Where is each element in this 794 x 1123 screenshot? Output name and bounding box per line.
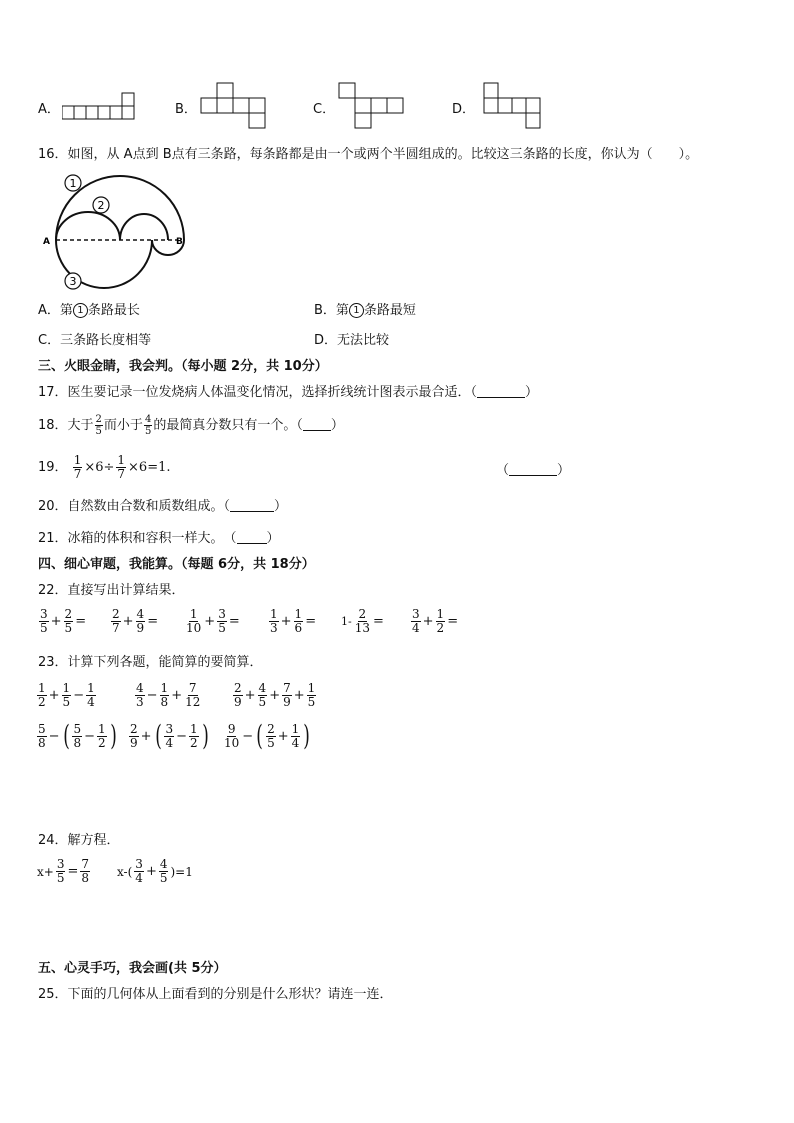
fraction: $\frac{4}{5}$ [144,414,152,437]
q23-expression-5: $\frac{2}{9}$ + ( $\frac{3}{4}$ − $\frac{1}{2}$ ) [130,719,209,752]
fraction: $\frac{1}{2}$ [436,607,445,635]
q22-expression-3: $\frac{1}{10}$ + $\frac{3}{5}$ = [186,607,240,635]
fraction: $\frac{7}{8}$ [81,857,90,885]
q23-expression-4: $\frac{5}{8}$ − ( $\frac{5}{8}$ − $\frac{1}{2}$ ) [38,719,117,752]
answer-blank[interactable] [230,511,274,512]
net-a-figure [62,92,138,122]
q23-expression-3: $\frac{2}{9}$ + $\frac{4}{5}$ + $\frac{7}{9}$ + $\frac{1}{5}$ [234,681,316,709]
q16-text: 16．如图，从 A点到 B点有三条路，每条路都是由一个或两个半圆组成的。比较这三条路的长度，你认为（ ）。 [38,147,699,162]
fraction: $\frac{2}{5}$ [267,721,275,750]
q23-expression-6: $\frac{9}{10}$ − ( $\frac{2}{5}$ + $\frac{1}{4}$ ) [224,719,311,752]
q20: 20．自然数由合数和质数组成。（ ） [38,499,288,514]
fraction: $\frac{2}{5}$ [64,607,73,635]
q21: 21．冰箱的体积和容积一样大。 （ ） [38,531,280,546]
q17: 17．医生要记录一位发烧病人体温变化情况，选择折线统计图表示最合适．（ ） [38,385,539,400]
fraction: $\frac{3}{4}$ [412,607,420,635]
q22-expression-2: $\frac{2}{7}$ + $\frac{4}{9}$ = [112,607,159,635]
path-2-label: 2 [97,199,105,212]
fraction: $\frac{1}{4}$ [87,681,95,709]
circled-number: 1 [349,303,364,318]
fraction: $\frac{3}{4}$ [135,857,143,885]
fraction: $\frac{3}{5}$ [40,607,48,635]
q15-label-a: A． [38,102,60,117]
q19-answer: （ ） [496,463,571,478]
fraction: $\frac{4}{5}$ [258,681,267,709]
fraction: $\frac{4}{5}$ [159,857,168,885]
semicircle-paths-figure [40,170,190,290]
q19: 19． $\frac{1}{7}$ ×6÷ $\frac{1}{7}$ ×6=1. [38,453,171,481]
answer-blank[interactable] [509,475,557,476]
q16-option-a: A．第 1 条路最长 [38,303,140,318]
circled-number: 1 [73,303,88,318]
fraction: $\frac{1}{10}$ [186,607,202,635]
fraction: $\frac{1}{2}$ [190,721,198,750]
q22-expression-5: 1- $\frac{2}{13}$ = [341,607,384,635]
fraction: $\frac{1}{7}$ [117,453,126,481]
section-3-heading: 三、火眼金睛，我会判。（每小题 2分，共 10分） [38,359,328,374]
answer-blank[interactable] [477,397,525,398]
fraction: $\frac{1}{5}$ [307,681,316,709]
fraction: $\frac{1}{6}$ [294,607,303,635]
fraction: $\frac{2}{7}$ [112,607,120,635]
fraction: $\frac{5}{8}$ [73,721,82,750]
fraction: $\frac{1}{2}$ [98,721,106,750]
fraction: $\frac{7}{9}$ [283,681,291,709]
q23-expression-2: $\frac{4}{3}$ − $\frac{1}{8}$ + $\frac{7}{12}$ [136,681,201,709]
answer-blank[interactable] [303,430,331,431]
point-b-label: B [176,237,183,247]
fraction: $\frac{7}{12}$ [185,681,201,709]
q22-text: 22．直接写出计算结果． [38,583,185,598]
point-a-label: A [43,237,50,247]
fraction: $\frac{9}{10}$ [224,721,240,750]
q16-option-b: B．第 1 条路最短 [314,303,416,318]
answer-blank[interactable] [237,543,267,544]
q23-text: 23．计算下列各题，能简算的要简算． [38,655,263,670]
net-b-figure [199,82,279,132]
path-3-label: 3 [69,275,77,288]
fraction: $\frac{3}{4}$ [165,721,174,750]
fraction: $\frac{1}{5}$ [62,681,71,709]
fraction: $\frac{2}{9}$ [234,681,242,709]
fraction: $\frac{2}{5}$ [95,414,102,437]
q22-expression-4: $\frac{1}{3}$ + $\frac{1}{6}$ = [270,607,317,635]
q15-label-b: B． [175,102,197,117]
q25-text: 25．下面的几何体从上面看到的分别是什么形状？请连一连． [38,987,393,1002]
q22-expression-6: $\frac{3}{4}$ + $\frac{1}{2}$ = [412,607,459,635]
q16-option-c: C．三条路长度相等 [38,333,152,348]
q16-option-d: D．无法比较 [314,333,390,348]
net-d-figure [482,82,548,132]
fraction: $\frac{3}{5}$ [218,607,226,635]
fraction: $\frac{4}{9}$ [136,607,145,635]
section-5-heading: 五、心灵手巧，我会画(共 5分） [38,961,227,976]
q24-equation-2: x-( $\frac{3}{4}$ + $\frac{4}{5}$ )=1 [117,857,193,885]
fraction: $\frac{1}{4}$ [291,721,300,750]
path-1-label: 1 [69,177,77,190]
fraction: $\frac{4}{3}$ [136,681,144,709]
fraction: $\frac{2}{9}$ [130,721,138,750]
net-c-figure [337,82,407,132]
fraction: $\frac{1}{3}$ [270,607,278,635]
fraction: $\frac{1}{2}$ [38,681,46,709]
q15-label-d: D． [452,102,476,117]
q24-equation-1: x+ $\frac{3}{5}$ = $\frac{7}{8}$ [37,857,90,885]
fraction: $\frac{5}{8}$ [38,721,46,750]
q18: 18．大于 $\frac{2}{5}$ 而小于 $\frac{4}{5}$ 的最简真分数只有一个。（ ） [38,414,344,437]
fraction: $\frac{1}{8}$ [160,681,169,709]
q24-text: 24．解方程． [38,833,120,848]
fraction: $\frac{3}{5}$ [56,857,65,885]
q15-label-c: C． [313,102,336,117]
q23-expression-1: $\frac{1}{2}$ + $\frac{1}{5}$ − $\frac{1}{4}$ [38,681,95,709]
fraction: $\frac{2}{13}$ [354,607,370,635]
q22-expression-1: $\frac{3}{5}$ + $\frac{2}{5}$ = [40,607,87,635]
fraction: $\frac{1}{7}$ [73,453,82,481]
section-4-heading: 四、细心审题，我能算。（每题 6分，共 18分） [38,557,315,572]
